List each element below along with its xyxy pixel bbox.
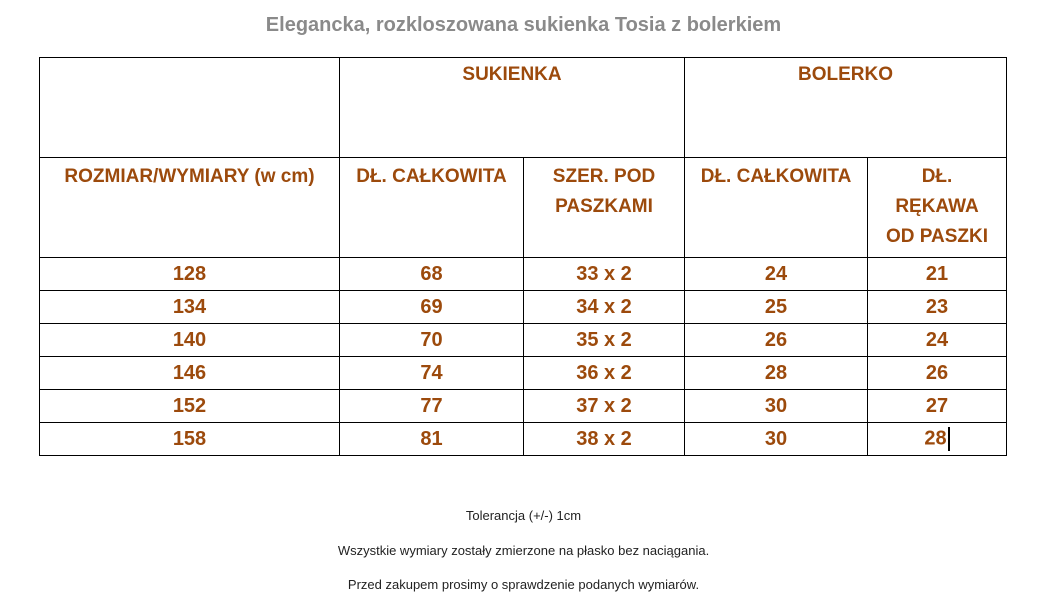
column-header-sleeve-length [868,158,1007,258]
column-header-dress-width-label: SZER. POD PASZKAMI [552,166,656,217]
dress-length-cell: 81 [340,423,524,456]
size-cell: 128 [40,258,340,291]
dress-length-cell: 70 [340,324,524,357]
tolerance-note: Tolerancja (+/-) 1cm [465,508,582,523]
column-header-size-label: ROZMIAR/WYMIARY (w cm) [64,166,315,187]
check-note: Przed zakupem prosimy o sprawdzenie podanych wymiarów. [347,577,700,592]
table-row [40,423,1007,456]
group-header-bolero: BOLERKO [685,58,1007,158]
dress-length-cell: 74 [340,357,524,390]
empty-corner-cell [40,58,340,158]
dress-length-cell: 77 [340,390,524,423]
sleeve-length-cell: 27 [868,390,1007,423]
sleeve-length-value: 28 [924,427,947,450]
column-header-size [40,158,340,258]
table-row [40,291,1007,324]
sleeve-length-cell: 21 [868,258,1007,291]
table-row [40,258,1007,291]
dress-width-cell: 33 x 2 [524,258,685,291]
sleeve-length-cell: 26 [868,357,1007,390]
dress-width-cell: 35 x 2 [524,324,685,357]
bolero-length-cell: 28 [685,357,868,390]
column-header-dress-width [524,158,685,258]
dress-length-cell: 69 [340,291,524,324]
group-header-row [40,58,1007,158]
page-title: Elegancka, rozkloszowana sukienka Tosia z bolerkiem [265,14,782,36]
table-row [40,390,1007,423]
size-cell: 140 [40,324,340,357]
size-cell: 134 [40,291,340,324]
bolero-length-cell: 25 [685,291,868,324]
text-cursor [948,427,950,451]
bolero-length-cell: 30 [685,390,868,423]
column-header-bolero-length: DŁ. CAŁKOWITA [685,158,868,258]
table-row [40,324,1007,357]
sleeve-length-cell: 23 [868,291,1007,324]
dress-width-cell: 36 x 2 [524,357,685,390]
size-cell: 152 [40,390,340,423]
size-cell: 146 [40,357,340,390]
column-header-dress-length: DŁ. CAŁKOWITA [340,158,524,258]
dress-width-cell: 38 x 2 [524,423,685,456]
dress-width-cell: 37 x 2 [524,390,685,423]
bolero-length-cell: 30 [685,423,868,456]
table-row [40,357,1007,390]
bolero-length-cell: 26 [685,324,868,357]
size-cell: 158 [40,423,340,456]
dress-length-cell: 68 [340,258,524,291]
measurement-note: Wszystkie wymiary zostały zmierzone na płasko bez naciągania. [337,543,710,558]
group-header-dress: SUKIENKA [340,58,685,158]
size-table [39,57,1007,456]
bolero-length-cell: 24 [685,258,868,291]
dress-width-cell: 34 x 2 [524,291,685,324]
sleeve-length-cell-editing[interactable] [868,423,1007,456]
column-header-row [40,158,1007,258]
sleeve-length-cell: 24 [868,324,1007,357]
column-header-sleeve-length-label: DŁ. RĘKAWA OD PASZKI [885,166,989,247]
